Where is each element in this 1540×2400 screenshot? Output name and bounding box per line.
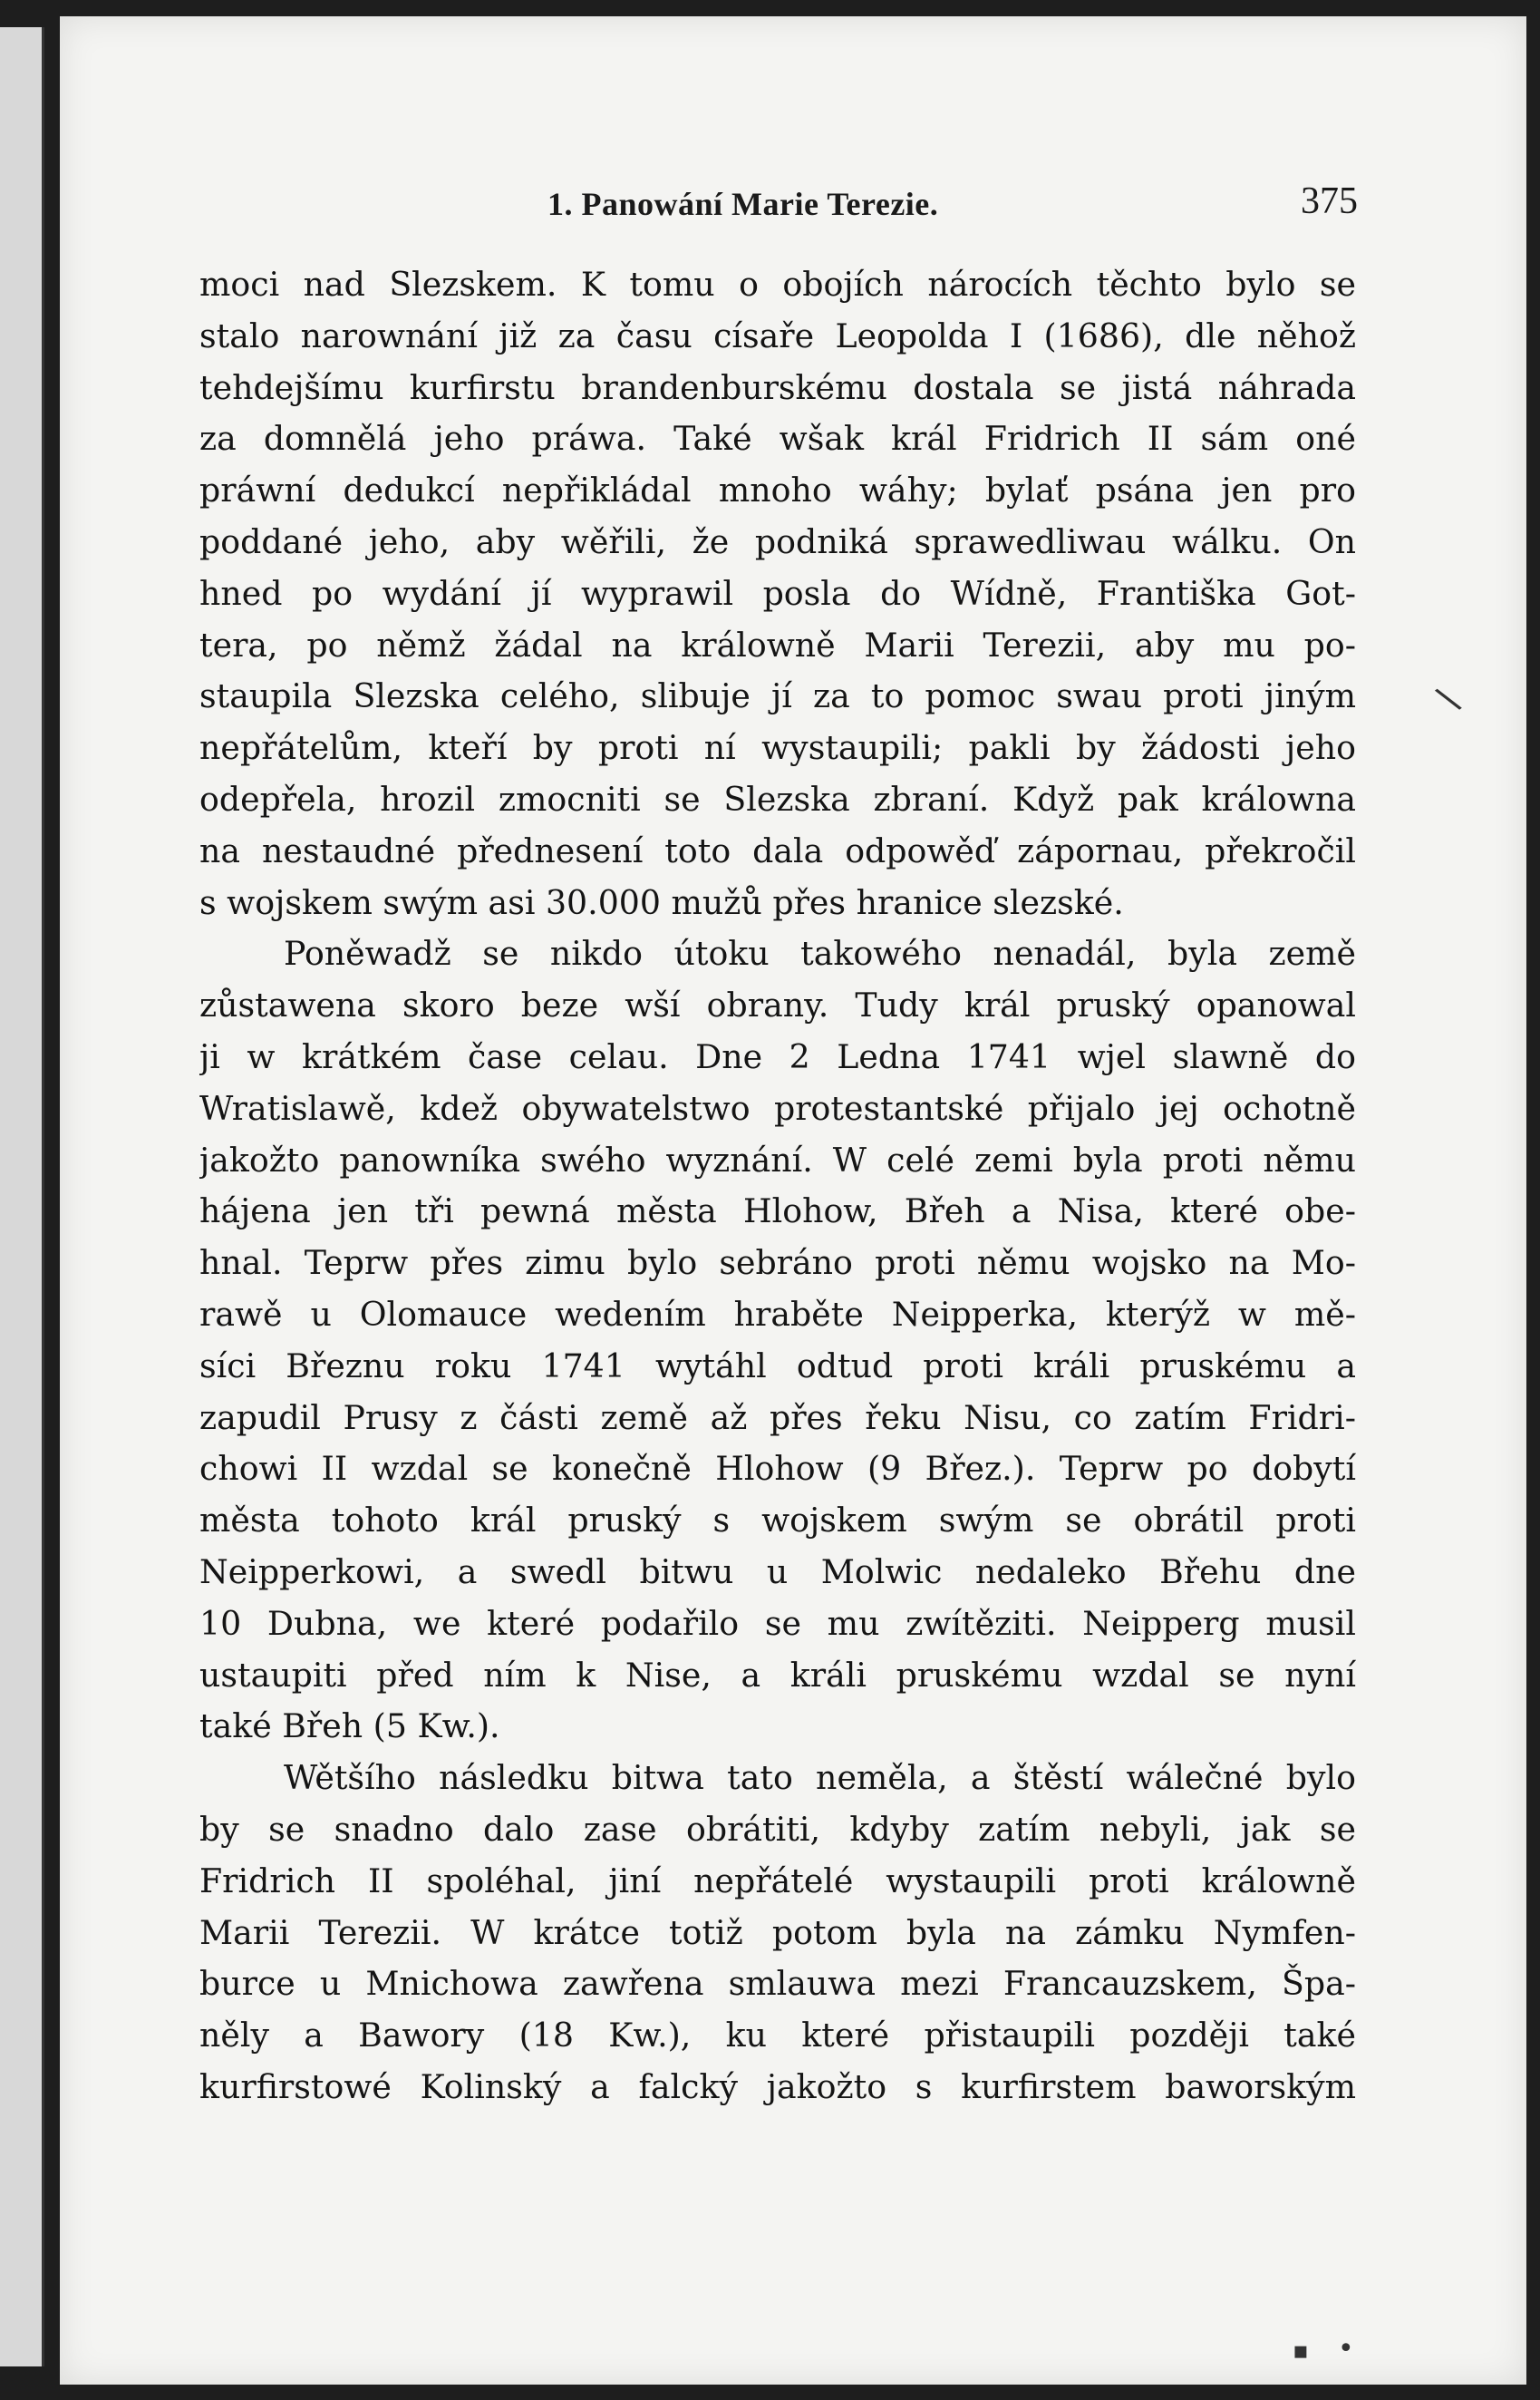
text-line: nepřátelům, kteří by proti ní wystaupili; pakli by žádosti jeho xyxy=(199,728,1356,768)
text-line: tehdejšímu kurfirstu brandenburskému dostala se jistá náhrada xyxy=(199,367,1356,407)
text-line: moci nad Slezskem. K tomu o obojích nárocích těchto bylo se xyxy=(199,265,1356,304)
text-line: 10 Dubna, we které podařilo se mu zwítěziti. Neipperg musil xyxy=(199,1603,1356,1643)
text-line: ustaupiti před ním k Nise, a králi pruskému wzdal se nyní xyxy=(199,1655,1356,1695)
text-line: Wětšího následku bitwa tato neměla, a štěstí wálečné bylo xyxy=(284,1758,1356,1798)
text-line: Marii Terezii. W krátce totiž potom byla na zámku Nymfen- xyxy=(199,1912,1356,1952)
text-line: něly a Bawory (18 Kw.), ku které přistaupili později také xyxy=(199,2016,1356,2055)
text-line: Poněwadž se nikdo útoku takowého nenadál, byla země xyxy=(284,934,1356,974)
text-line: práwní dedukcí nepřikládal mnoho wáhy; bylať psána jen pro xyxy=(199,471,1356,510)
text-line: za domnělá jeho práwa. Také wšak král Fridrich II sám oné xyxy=(199,419,1356,459)
text-line: poddané jeho, aby wěřili, že podniká sprawedliwau wálku. On xyxy=(199,521,1356,561)
text-line: hájena jen tři pewná města Hlohow, Břeh a Nisa, které obe- xyxy=(199,1191,1356,1231)
body-text xyxy=(199,259,1356,2113)
text-line: zůstawena skoro beze wší obrany. Tudy král pruský opanowal xyxy=(199,986,1356,1025)
text-line: stalo narownání již za času císaře Leopolda I (1686), dle něhož xyxy=(199,316,1356,355)
page-number: 375 xyxy=(1301,180,1358,222)
text-line: kurfirstowé Kolinský a falcký jakožto s kurfirstem baworským xyxy=(199,2066,1356,2106)
paragraph-2 xyxy=(199,928,1356,1753)
paragraph-3 xyxy=(199,1753,1356,2113)
text-line: Neipperkowi, a swedl bitwu u Molwic nedaleko Břehu dne xyxy=(199,1551,1356,1591)
text-line: také Břeh (5 Kw.). xyxy=(199,1706,500,1746)
running-title: 1. Panowání Marie Terezie. xyxy=(547,186,939,222)
text-line: Wratislawě, kdež obywatelstwo protestantské přijalo jej ochotně xyxy=(199,1088,1356,1128)
margin-stray-mark: \ xyxy=(1431,678,1466,720)
text-line: by se snadno dalo zase obrátiti, kdyby zatím nebyli, jak se xyxy=(199,1809,1356,1849)
text-line: staupila Slezska celého, slibuje jí za to pomoc swau proti jiným xyxy=(199,676,1356,716)
previous-page-edge xyxy=(0,27,44,2366)
text-line: rawě u Olomauce wedením hraběte Neipperka, kterýž w mě- xyxy=(199,1294,1356,1334)
text-line: odepřela, hrozil zmocniti se Slezska zbraní. Když pak králowna xyxy=(199,779,1356,819)
text-line: jakožto panowníka swého wyznání. W celé zemi byla proti němu xyxy=(199,1140,1356,1180)
corner-stray-mark: ▪ xyxy=(1293,2337,1309,2365)
text-line: hned po wydání jí wyprawil posla do Wídně, Františka Got- xyxy=(199,573,1356,613)
text-line: města tohoto král pruský s wojskem swým se obrátil proti xyxy=(199,1501,1356,1540)
text-line: chowi II wzdal se konečně Hlohow (9 Břez.). Teprw po dobytí xyxy=(199,1449,1356,1489)
text-line: ji w krátkém čase celau. Dne 2 Ledna 1741 wjel slawně do xyxy=(199,1036,1356,1076)
corner-stray-mark: • xyxy=(1338,2333,1354,2365)
paragraph-1 xyxy=(199,259,1356,928)
running-header xyxy=(60,176,1526,230)
text-line: zapudil Prusy z části země až přes řeku Nisu, co zatím Fridri- xyxy=(199,1397,1356,1437)
text-line: Fridrich II spoléhal, jiní nepřátelé wystaupili proti králowně xyxy=(199,1861,1356,1900)
text-line: burce u Mnichowa zawřena smlauwa mezi Francauzskem, Špa- xyxy=(199,1964,1356,2004)
text-line: s wojskem swým asi 30.000 mužů přes hranice slezské. xyxy=(199,882,1124,922)
text-line: na nestaudné přednesení toto dala odpowěď zápornau, překročil xyxy=(199,831,1356,870)
book-page xyxy=(60,16,1526,2385)
text-line: hnal. Teprw přes zimu bylo sebráno proti němu wojsko na Mo- xyxy=(199,1243,1356,1283)
text-line: síci Březnu roku 1741 wytáhl odtud proti králi pruskému a xyxy=(199,1346,1356,1385)
text-line: tera, po němž žádal na králowně Marii Terezii, aby mu po- xyxy=(199,625,1356,665)
